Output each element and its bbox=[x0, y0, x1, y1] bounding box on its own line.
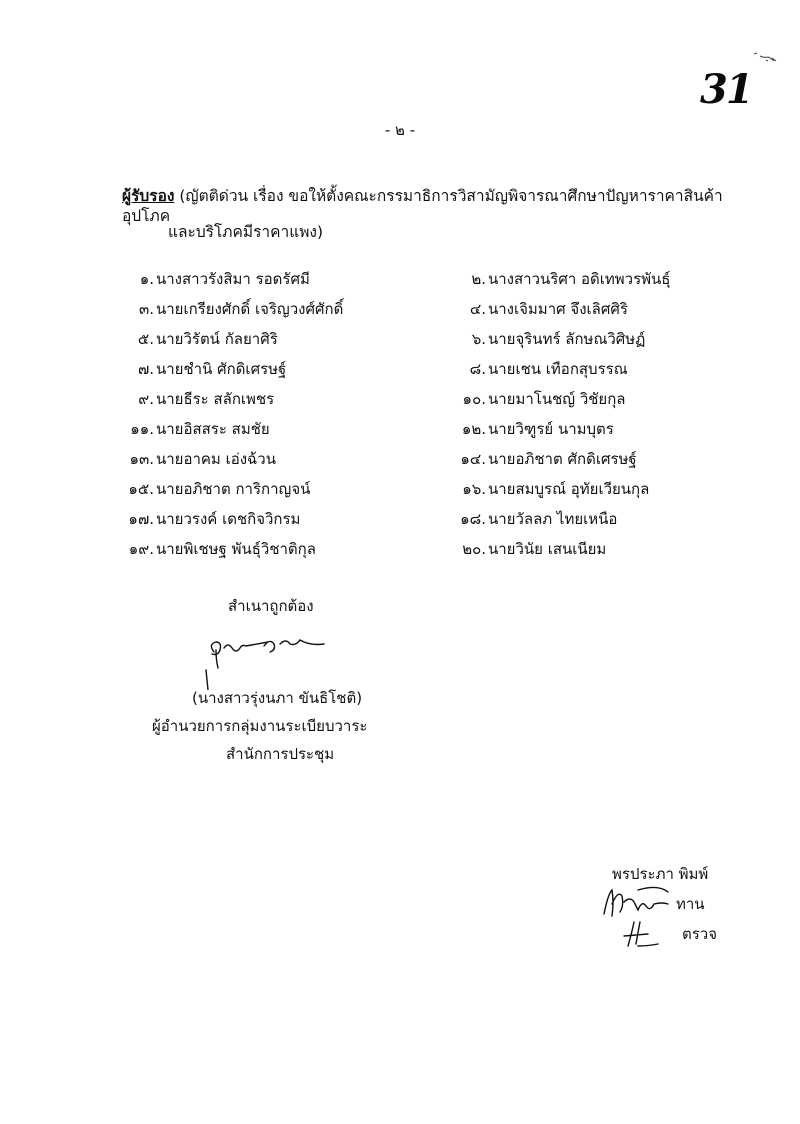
member-number: ๓. bbox=[138, 300, 154, 318]
page-number: - ๒ - bbox=[384, 121, 416, 139]
member-number: ๑๐. bbox=[462, 390, 486, 408]
member-row bbox=[108, 478, 428, 508]
member-number: ๔. bbox=[469, 300, 486, 318]
certifier-name: (นางสาวรุ่งนภา ขันธิโชติ) bbox=[192, 689, 363, 707]
member-name: นายวิฑูรย์ นามบุตร bbox=[488, 420, 614, 438]
member-row bbox=[108, 388, 428, 418]
member-number: ๑๒. bbox=[461, 420, 486, 438]
member-number: ๑๙. bbox=[128, 540, 154, 558]
member-row bbox=[108, 538, 428, 568]
member-name: นายมาโนชญ์ วิชัยกุล bbox=[488, 390, 626, 408]
member-number: ๑๗. bbox=[128, 510, 154, 528]
member-row bbox=[108, 328, 428, 358]
member-name: นางสาวนริศา อดิเทพวรพันธุ์ bbox=[488, 270, 671, 288]
members-right-column bbox=[440, 268, 770, 568]
member-row bbox=[440, 388, 770, 418]
member-number: ๑๕. bbox=[128, 480, 154, 498]
member-number: ๒๐. bbox=[462, 540, 486, 558]
member-name: นายอภิชาต ศักดิเศรษฐ์ bbox=[488, 450, 637, 468]
member-number: ๑๖. bbox=[462, 480, 486, 498]
member-name: นายวัลลภ ไทยเหนือ bbox=[488, 510, 618, 528]
member-row bbox=[440, 268, 770, 298]
member-number: ๙. bbox=[138, 390, 154, 408]
member-row bbox=[108, 268, 428, 298]
member-number: ๑๘. bbox=[460, 510, 486, 528]
member-number: ๘. bbox=[469, 360, 486, 378]
checker-signature bbox=[622, 918, 662, 950]
member-row bbox=[440, 328, 770, 358]
member-row bbox=[108, 448, 428, 478]
member-number: ๑๑. bbox=[130, 420, 154, 438]
certifier-signature bbox=[200, 630, 340, 690]
member-number: ๑๓. bbox=[129, 450, 154, 468]
member-row bbox=[440, 358, 770, 388]
member-number: ๒. bbox=[471, 270, 486, 288]
proofread-label: ทาน bbox=[676, 895, 705, 913]
member-name: นายอิสสระ สมชัย bbox=[156, 420, 270, 438]
member-name: นายวรงค์ เดชกิจวิกรม bbox=[156, 510, 301, 528]
member-number: ๗. bbox=[137, 360, 154, 378]
member-row bbox=[108, 298, 428, 328]
intro-line-1 bbox=[122, 186, 752, 226]
member-number: ๖. bbox=[471, 330, 486, 348]
member-row bbox=[108, 418, 428, 448]
member-row bbox=[108, 358, 428, 388]
certified-copy-title: สำเนาถูกต้อง bbox=[228, 597, 314, 615]
certifier-office: สำนักการประชุม bbox=[226, 745, 335, 763]
handwritten-page-number: 31 bbox=[700, 66, 752, 113]
member-name: นายอภิชาต การิกาญจน์ bbox=[156, 480, 311, 498]
member-name: นายชำนิ ศักดิเศรษฐ์ bbox=[156, 360, 287, 378]
certifier-position: ผู้อำนวยการกลุ่มงานระเบียบวาระ bbox=[152, 717, 368, 735]
member-row bbox=[440, 508, 770, 538]
member-name: นางเจิมมาศ จึงเลิศศิริ bbox=[488, 300, 628, 318]
member-number: ๑๔. bbox=[460, 450, 486, 468]
member-number: ๕. bbox=[137, 330, 154, 348]
member-row bbox=[440, 418, 770, 448]
corner-scribble bbox=[748, 46, 788, 72]
member-name: นายวินัย เสนเนียม bbox=[488, 540, 607, 558]
member-name: นายเชน เทือกสุบรรณ bbox=[488, 360, 628, 378]
member-name: นายวิรัตน์ กัลยาศิริ bbox=[156, 330, 278, 348]
motion-title: (ญัตติด่วน เรื่อง ขอให้ตั้งคณะกรรมาธิการวิสามัญพิจารณาศึกษาปัญหาราคาสินค้าอุปโภค bbox=[122, 187, 723, 225]
member-name: นายธีระ สลักเพชร bbox=[156, 390, 275, 408]
member-name: นายจุรินทร์ ลักษณวิศิษฏ์ bbox=[488, 330, 646, 348]
members-left-column bbox=[108, 268, 428, 568]
member-row bbox=[440, 298, 770, 328]
checked-label: ตรวจ bbox=[682, 925, 718, 943]
member-number: ๑. bbox=[139, 270, 154, 288]
member-name: นายเกรียงศักดิ์ เจริญวงศ์ศักดิ์ bbox=[156, 300, 344, 318]
member-name: นายอาคม เอ่งฉ้วน bbox=[156, 450, 276, 468]
typist-name: พรประภา พิมพ์ bbox=[612, 865, 709, 883]
member-row bbox=[440, 478, 770, 508]
member-row bbox=[108, 508, 428, 538]
member-row bbox=[440, 448, 770, 478]
member-name: นายสมบูรณ์ อุทัยเวียนกุล bbox=[488, 480, 650, 498]
intro-line-2: และบริโภคมีราคาแพง) bbox=[168, 223, 324, 241]
member-name: นางสาวรังสิมา รอดรัศมี bbox=[156, 270, 310, 288]
member-row bbox=[440, 538, 770, 568]
endorsers-label: ผู้รับรอง bbox=[122, 187, 175, 205]
member-name: นายพิเชษฐ พันธุ์วิชาติกุล bbox=[156, 540, 316, 558]
